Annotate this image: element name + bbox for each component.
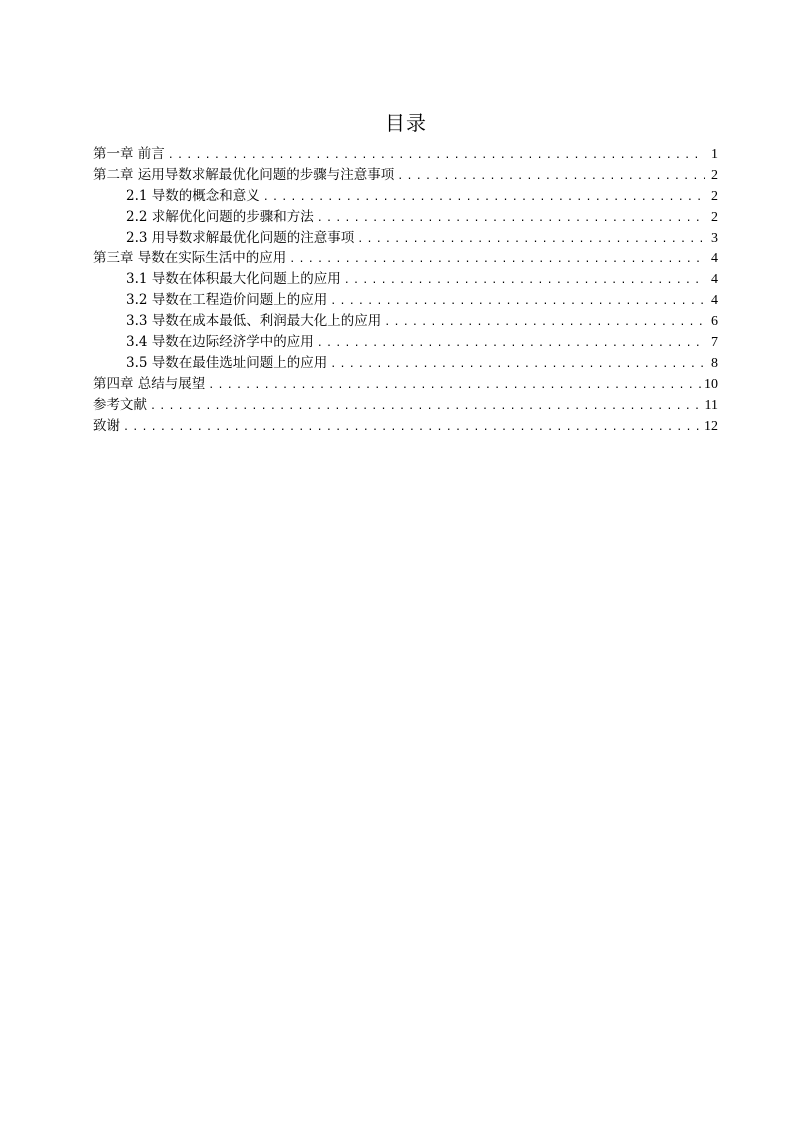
toc-entry[interactable] [93, 353, 718, 374]
toc-entry-page: 8 [711, 355, 718, 371]
toc-entry[interactable] [93, 374, 718, 395]
toc-entry-label: 第四章 总结与展望 [93, 375, 206, 392]
toc-leader-dots [317, 334, 705, 355]
toc-entry-page: 12 [704, 418, 718, 434]
toc-entry-label: 第二章 运用导数求解最优化问题的步骤与注意事项 [93, 166, 395, 183]
toc-leader-dots [344, 271, 705, 292]
toc-entry-page: 2 [711, 188, 718, 204]
toc-entry[interactable] [93, 269, 718, 290]
toc-leader-dots [150, 397, 702, 418]
toc-entry[interactable] [93, 395, 718, 416]
toc-entry-label: 2.2 求解优化问题的步骤和方法 [126, 208, 314, 225]
toc-leader-dots [263, 188, 705, 209]
toc-entry-page: 10 [704, 376, 718, 392]
toc-entry-label: 3.1 导数在体积最大化问题上的应用 [126, 271, 341, 288]
toc-leader-dots [208, 376, 701, 397]
toc-entry-page: 11 [704, 397, 718, 413]
toc-entry-label: 参考文献 [93, 396, 147, 413]
toc-entry-page: 6 [711, 314, 718, 330]
toc-leader-dots [330, 292, 705, 313]
toc-entry[interactable] [93, 416, 718, 437]
toc-entry-label: 第一章 前言 [93, 146, 165, 162]
toc-entry-label: 2.1 导数的概念和意义 [126, 187, 260, 204]
page-title: 目录 [385, 111, 427, 135]
toc-leader-dots [123, 418, 701, 439]
toc-entry-page: 4 [711, 293, 718, 309]
toc-leader-dots [357, 230, 705, 251]
toc-entry-page: 1 [711, 147, 718, 162]
toc-entry-page: 7 [711, 335, 718, 351]
toc-entry-page: 2 [711, 209, 718, 225]
toc-entry[interactable] [93, 186, 718, 207]
toc-entry-label: 3.2 导数在工程造价问题上的应用 [126, 292, 328, 309]
toc-entry-label: 3.5 导数在最佳选址问题上的应用 [126, 354, 328, 371]
toc-entry[interactable] [93, 332, 718, 353]
toc-leader-dots [168, 146, 705, 167]
toc-entry-page: 3 [711, 230, 718, 246]
table-of-contents [93, 144, 718, 436]
toc-leader-dots [397, 167, 705, 188]
toc-entry[interactable] [93, 165, 718, 186]
toc-entry[interactable] [93, 290, 718, 311]
toc-entry[interactable] [93, 144, 718, 165]
toc-entry-page: 2 [711, 167, 718, 183]
toc-entry-label: 第三章 导数在实际生活中的应用 [93, 250, 287, 267]
toc-entry-label: 2.3 用导数求解最优化问题的注意事项 [126, 229, 355, 246]
toc-leader-dots [384, 313, 705, 334]
toc-entry[interactable] [93, 311, 718, 332]
toc-entry-label: 致谢 [93, 417, 120, 434]
toc-entry-label: 3.3 导数在成本最低、利润最大化上的应用 [126, 313, 382, 330]
toc-entry[interactable] [93, 207, 718, 228]
toc-entry-label: 3.4 导数在边际经济学中的应用 [126, 334, 314, 351]
toc-entry[interactable] [93, 248, 718, 269]
toc-entry-page: 4 [711, 251, 718, 267]
toc-leader-dots [317, 209, 705, 230]
toc-entry-page: 4 [711, 272, 718, 288]
toc-leader-dots [289, 250, 705, 271]
toc-entry[interactable] [93, 228, 718, 249]
toc-leader-dots [330, 355, 705, 376]
